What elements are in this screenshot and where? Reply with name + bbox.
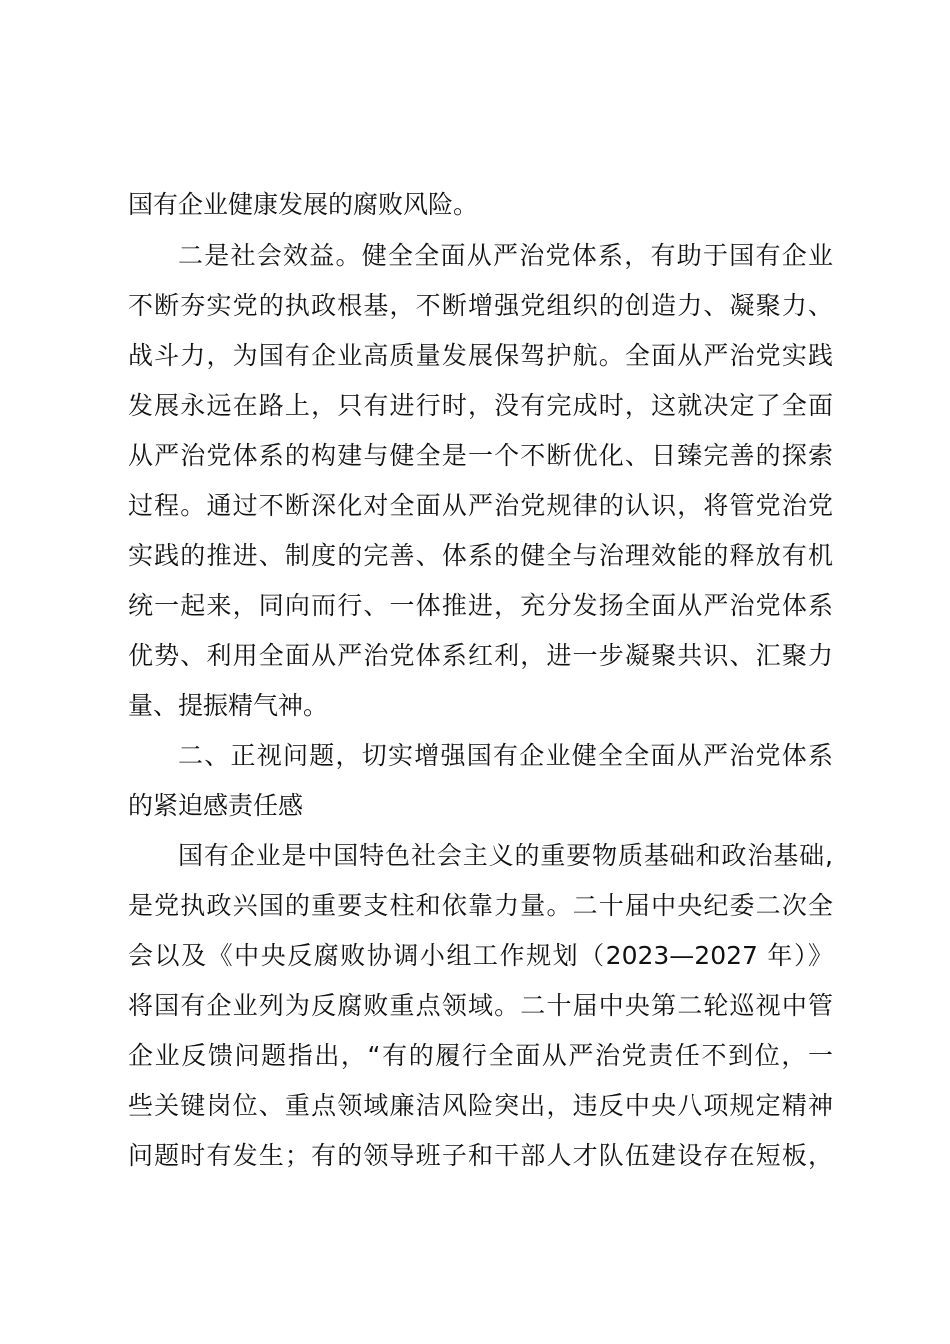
text-line: 是党执政兴国的重要支柱和依靠力量。二十届中央纪委二次全 [128,891,833,920]
section-heading-line: 二、正视问题，切实增强国有企业健全全面从严治党体系 [178,741,833,770]
text-line: 统一起来，同向而行、一体推进，充分发扬全面从严治党体系 [128,591,833,620]
text-line: 量、提振精气神。 [128,691,329,720]
text-line: 发展永远在路上，只有进行时，没有完成时，这就决定了全面 [128,391,833,420]
text-line: 战斗力，为国有企业高质量发展保驾护航。全面从严治党实践 [128,341,833,370]
text-line: 国有企业是中国特色社会主义的重要物质基础和政治基础, [178,841,833,870]
text-line: 实践的推进、制度的完善、体系的健全与治理效能的释放有机 [128,541,833,570]
text-line: 些关键岗位、重点领域廉洁风险突出，违反中央八项规定精神 [128,1091,833,1120]
text-line: 优势、利用全面从严治党体系红利，进一步凝聚共识、汇聚力 [128,641,833,670]
text-line: 国有企业健康发展的腐败风险。 [128,190,479,219]
text-line: 不断夯实党的执政根基，不断增强党组织的创造力、凝聚力、 [128,291,833,320]
text-line: 将国有企业列为反腐败重点领域。二十届中央第二轮巡视中管 [128,991,833,1020]
text-line: 会以及《中央反腐败协调小组工作规划（2023—2027 年）》 [128,941,833,970]
text-line: 过程。通过不断深化对全面从严治党规律的认识，将管党治党 [128,491,833,520]
text-line: 问题时有发生；有的领导班子和干部人才队伍建设存在短板， [128,1141,833,1170]
text-line: 从严治党体系的构建与健全是一个不断优化、日臻完善的探索 [128,441,833,470]
text-line: 企业反馈问题指出，“有的履行全面从严治党责任不到位，一 [128,1041,833,1070]
text-line: 二是社会效益。健全全面从严治党体系，有助于国有企业 [178,241,833,270]
section-heading-line: 的紧迫感责任感 [128,791,304,820]
